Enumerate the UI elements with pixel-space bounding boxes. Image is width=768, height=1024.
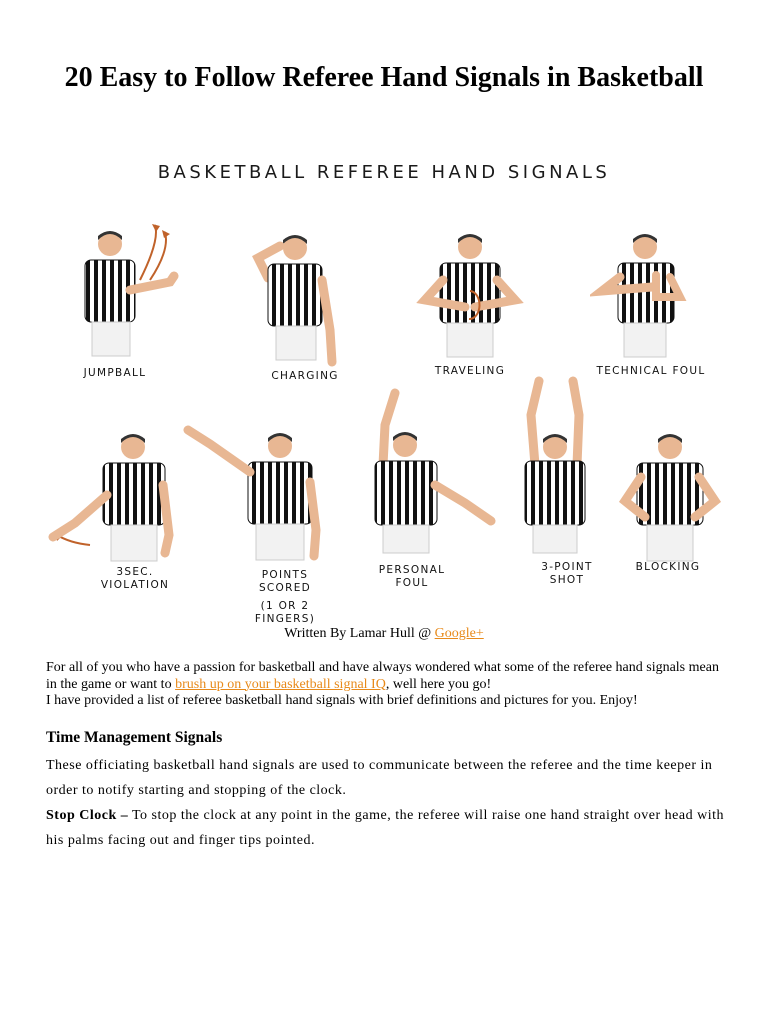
signal-label: POINTS SCORED — [258, 569, 312, 594]
google-plus-link[interactable]: Google+ — [434, 626, 484, 641]
signal-iq-link[interactable]: brush up on your basketball signal IQ — [175, 676, 386, 692]
intro-text-end: , well here you go! — [385, 676, 492, 692]
referee-figure-jumpball — [70, 220, 190, 360]
referee-figure-points-scored — [180, 420, 330, 565]
signal-label: JUMPBALL — [83, 367, 147, 379]
referee-figure-charging — [240, 220, 350, 370]
infographic-banner: BASKETBALL REFEREE HAND SIGNALS — [157, 162, 611, 183]
stop-clock-label: Stop Clock – — [46, 808, 129, 823]
signal-label: 3SEC. VIOLATION — [100, 566, 170, 591]
section-description: These officiating basketball hand signals are used to communicate between the referee and the time keeper in order to notify starting and stopping of the clock. — [46, 758, 713, 798]
referee-figure-3-point-shot — [515, 375, 595, 555]
intro-text-start: For all of you who have a passion for basketball and have always wondered what some of the referee hand signals mean in the game or want to — [46, 660, 719, 692]
referee-figure-3sec-violation — [45, 425, 180, 565]
signal-label-note: (1 OR 2 FINGERS) — [254, 600, 316, 625]
signal-label: TRAVELING — [434, 365, 506, 377]
section-heading: Time Management Signals — [46, 729, 223, 746]
signal-label: BLOCKING — [635, 561, 701, 573]
referee-figure-personal-foul — [365, 385, 500, 555]
byline — [0, 626, 768, 642]
page-title: 20 Easy to Follow Referee Hand Signals in Basketball — [64, 62, 704, 93]
signal-label: TECHNICAL FOUL — [596, 365, 706, 377]
intro-paragraph-2: I have provided a list of referee basketball hand signals with brief definitions and pictures for you. Enjoy! — [46, 693, 638, 708]
referee-figure-technical-foul — [590, 225, 700, 360]
signal-label: 3-POINT SHOT — [541, 561, 593, 586]
signal-label: PERSONAL FOUL — [378, 564, 446, 589]
intro-text — [46, 660, 726, 710]
stop-clock-text: To stop the clock at any point in the game, the referee will raise one hand straight over head with his palms facing out and finger tips pointed. — [46, 808, 724, 848]
stop-clock-paragraph — [46, 803, 726, 853]
time-management-section — [46, 729, 726, 853]
referee-figure-blocking — [615, 425, 725, 565]
intro-paragraph — [46, 660, 726, 693]
signal-label: CHARGING — [271, 370, 339, 382]
referee-figure-traveling — [415, 225, 525, 360]
byline-text: Written By Lamar Hull @ — [284, 626, 435, 641]
